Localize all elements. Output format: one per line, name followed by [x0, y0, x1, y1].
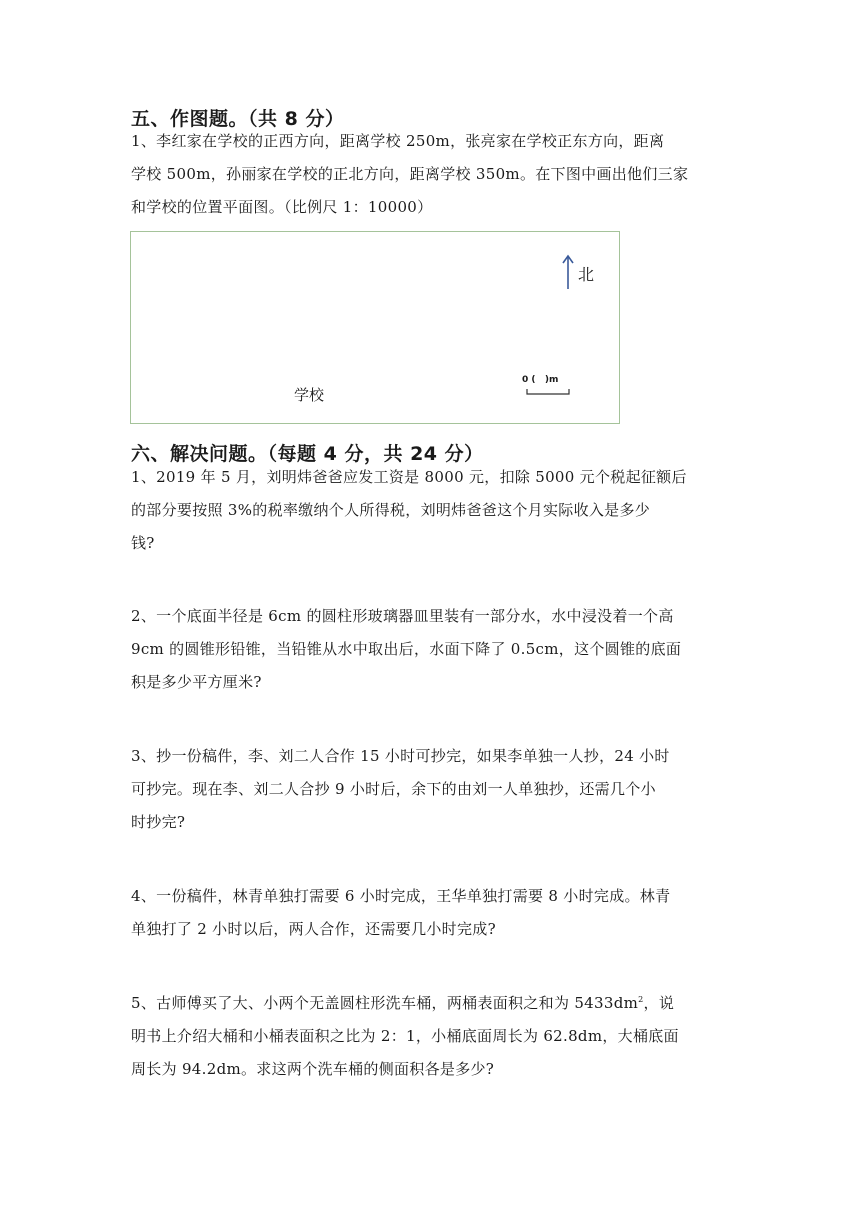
north-arrow-icon	[561, 254, 575, 290]
s6-question-5	[131, 987, 731, 1086]
question-line: 和学校的位置平面图。（比例尺 1：10000）	[131, 198, 433, 216]
question-line: 时抄完?	[131, 813, 186, 831]
question-line: 3、抄一份稿件，李、刘二人合作 15 小时可抄完，如果李单独一人抄，24 小时	[131, 747, 670, 765]
question-line: 9cm 的圆锥形铅锥，当铅锥从水中取出后，水面下降了 0.5cm，这个圆锥的底面	[131, 640, 682, 658]
question-line: 4、一份稿件，林青单独打需要 6 小时完成，王华单独打需要 8 小时完成。林青	[131, 887, 671, 905]
section-6-title: 六、解决问题。（每题 4 分，共 24 分）	[131, 443, 484, 465]
north-label: 北	[578, 265, 595, 284]
question-line: 可抄完。现在李、刘二人合抄 9 小时后，余下的由刘一人单独抄，还需几个小	[131, 780, 656, 798]
question-line: 1、李红家在学校的正西方向，距离学校 250m，张亮家在学校正东方向，距离	[131, 132, 665, 150]
s6-question-1	[131, 461, 731, 560]
s6-question-4	[131, 880, 731, 946]
question-line: 单独打了 2 小时以后，两人合作，还需要几小时完成?	[131, 920, 496, 938]
scale-bar-icon	[526, 388, 570, 396]
q5-line1-text: 5、古师傅买了大、小两个无盖圆柱形洗车桶，两桶表面积之和为 5433dm	[131, 994, 639, 1012]
question-line: 学校 500m，孙丽家在学校的正北方向，距离学校 350m。在下图中画出他们三家	[131, 165, 689, 183]
s5-question-1	[131, 125, 731, 224]
question-line: 的部分要按照 3%的税率缴纳个人所得税，刘明炜爸爸这个月实际收入是多少	[131, 501, 651, 519]
s6-question-2	[131, 600, 731, 699]
question-line: 2、一个底面半径是 6cm 的圆柱形玻璃器皿里装有一部分水，水中浸没着一个高	[131, 607, 674, 625]
school-label: 学校	[294, 386, 325, 404]
section-5-title: 五、作图题。（共 8 分）	[131, 108, 345, 130]
question-line: 钱?	[131, 534, 155, 552]
question-line: 明书上介绍大桶和小桶表面积之比为 2：1，小桶底面周长为 62.8dm，大桶底面	[131, 1027, 679, 1045]
question-line: 1、2019 年 5 月，刘明炜爸爸应发工资是 8000 元，扣除 5000 元个税起征额后	[131, 468, 687, 486]
superscript-two: 2	[638, 995, 644, 1004]
question-line	[131, 987, 731, 1020]
question-line: 周长为 94.2dm。求这两个洗车桶的侧面积各是多少?	[131, 1060, 495, 1078]
q5-line1-tail: ，说	[643, 994, 675, 1012]
question-line: 积是多少平方厘米?	[131, 673, 262, 691]
s6-question-3	[131, 740, 731, 839]
scale-label: 0 ( )m	[522, 375, 559, 385]
